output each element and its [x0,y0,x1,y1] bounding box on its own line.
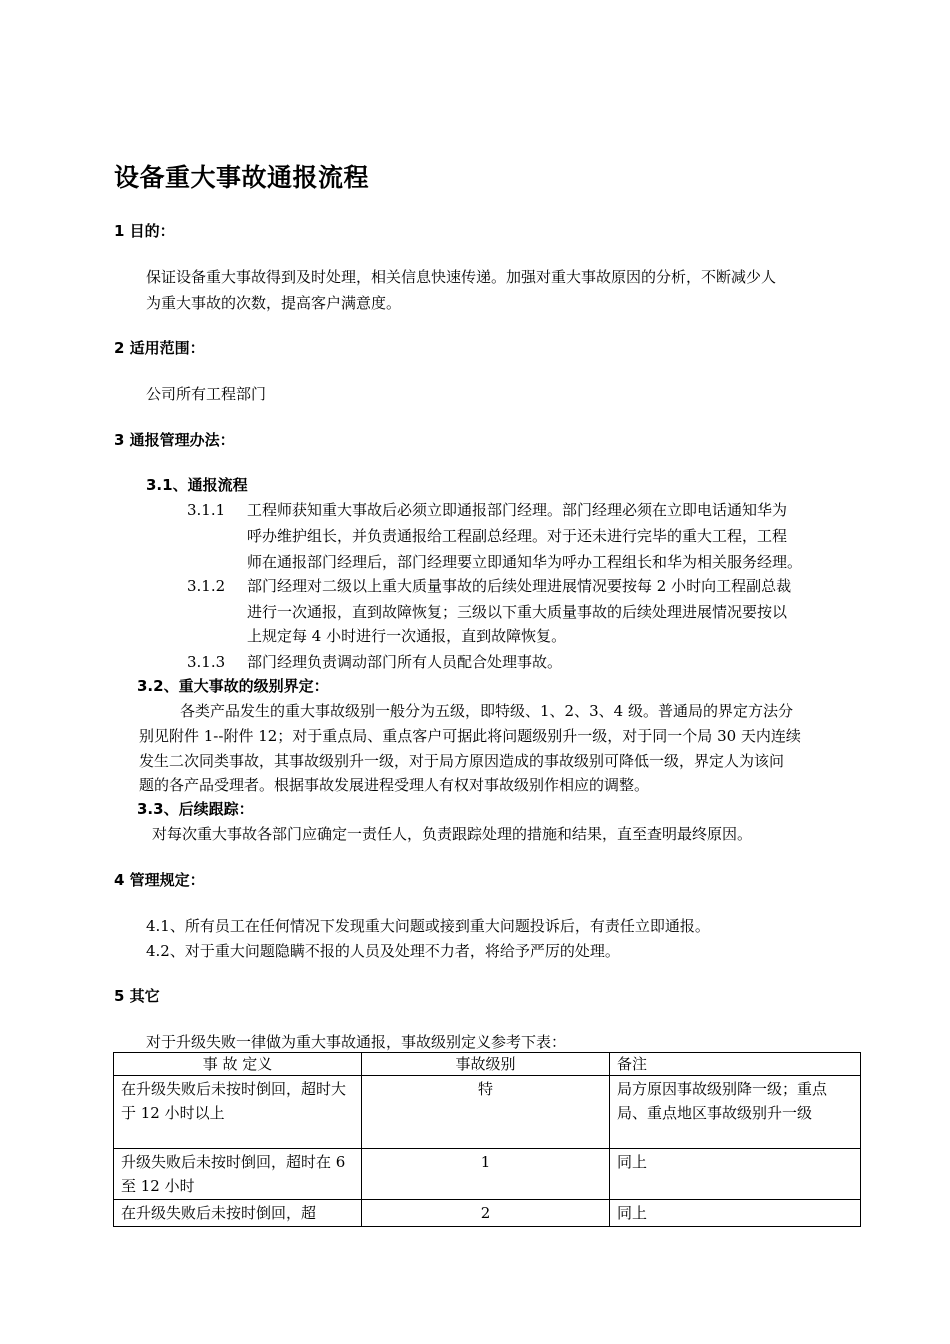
rule-4-2: 4.2、对于重大问题隐瞒不报的人员及处理不力者，将给予严厉的处理。 [146,942,620,960]
table-cell-grade: 2 [362,1200,610,1227]
table-cell-definition: 升级失败后未按时倒回，超时在 6 至 12 小时 [114,1149,362,1200]
subsection-3-2-line-4: 题的各产品受理者。根据事故发展进程受理人有权对事故级别作相应的调整。 [139,776,650,794]
subsection-3-2-heading: 3.2、重大事故的级别界定： [137,677,329,695]
table-row [114,1200,861,1227]
section-5-intro: 对于升级失败一律做为重大事故通报，事故级别定义参考下表： [146,1033,567,1051]
section-5-heading: 5 其它 [114,987,160,1005]
item-3-1-3-line-1: 部门经理负责调动部门所有人员配合处理事故。 [247,653,563,671]
section-1-line-2: 为重大事故的次数，提高客户满意度。 [146,294,402,312]
table-header-remarks: 备注 [610,1053,861,1076]
section-3-heading: 3 通报管理办法： [114,431,235,449]
subsection-3-2-line-3: 发生二次同类事故，其事故级别升一级，对于局方原因造成的事故级别可降低一级，界定人为该问 [139,752,785,770]
section-2-text: 公司所有工程部门 [146,385,267,403]
table-row [114,1076,861,1149]
table-header-grade: 事故级别 [362,1053,610,1076]
subsection-3-2-line-1: 各类产品发生的重大事故级别一般分为五级，即特级、1、2、3、4 级。普通局的界定方法分 [180,702,793,720]
table-cell-grade: 特 [362,1076,610,1149]
subsection-3-2-line-2: 别见附件 1--附件 12；对于重点局、重点客户可据此将问题级别升一级，对于同一个局 30 天内连续 [139,727,801,745]
subsection-3-3-text: 对每次重大事故各部门应确定一责任人，负责跟踪处理的措施和结果，直至查明最终原因。 [152,825,753,843]
table-cell-remarks: 同上 [610,1200,861,1227]
item-3-1-1-line-1: 工程师获知重大事故后必须立即通报部门经理。部门经理必须在立即电话通知华为 [247,501,788,519]
table-cell-remarks: 局方原因事故级别降一级；重点局、重点地区事故级别升一级 [610,1076,861,1149]
table-header-row [114,1053,861,1076]
item-3-1-2-line-1: 部门经理对二级以上重大质量事故的后续处理进展情况要按每 2 小时向工程副总裁 [247,577,792,595]
table-cell-grade: 1 [362,1149,610,1200]
item-3-1-3-number: 3.1.3 [187,653,226,671]
subsection-3-1-heading: 3.1、通报流程 [146,476,248,494]
section-2-heading: 2 适用范围： [114,339,205,357]
section-4-heading: 4 管理规定： [114,871,205,889]
table-row [114,1149,861,1200]
item-3-1-2-line-2: 进行一次通报，直到故障恢复；三级以下重大质量事故的后续处理进展情况要按以 [247,603,788,621]
table-cell-definition: 在升级失败后未按时倒回，超时大于 12 小时以上 [114,1076,362,1149]
table-header-definition: 事 故 定义 [114,1053,362,1076]
item-3-1-1-line-3: 师在通报部门经理后，部门经理要立即通知华为呼办工程组长和华为相关服务经理。 [247,553,803,571]
section-1-line-1: 保证设备重大事故得到及时处理，相关信息快速传递。加强对重大事故原因的分析，不断减少人 [146,268,777,286]
rule-4-1: 4.1、所有员工在任何情况下发现重大问题或接到重大问题投诉后，有责任立即通报。 [146,917,710,935]
section-1-heading: 1 目的： [114,222,175,240]
incident-grade-table [113,1052,861,1227]
page-title: 设备重大事故通报流程 [114,163,370,192]
table-cell-remarks: 同上 [610,1149,861,1200]
item-3-1-2-line-3: 上规定每 4 小时进行一次通报，直到故障恢复。 [247,627,567,645]
item-3-1-1-number: 3.1.1 [187,501,226,519]
item-3-1-2-number: 3.1.2 [187,577,226,595]
table-cell-definition: 在升级失败后未按时倒回，超 [114,1200,362,1227]
subsection-3-3-heading: 3.3、后续跟踪： [137,800,254,818]
item-3-1-1-line-2: 呼办维护组长，并负责通报给工程副总经理。对于还未进行完毕的重大工程，工程 [247,527,788,545]
